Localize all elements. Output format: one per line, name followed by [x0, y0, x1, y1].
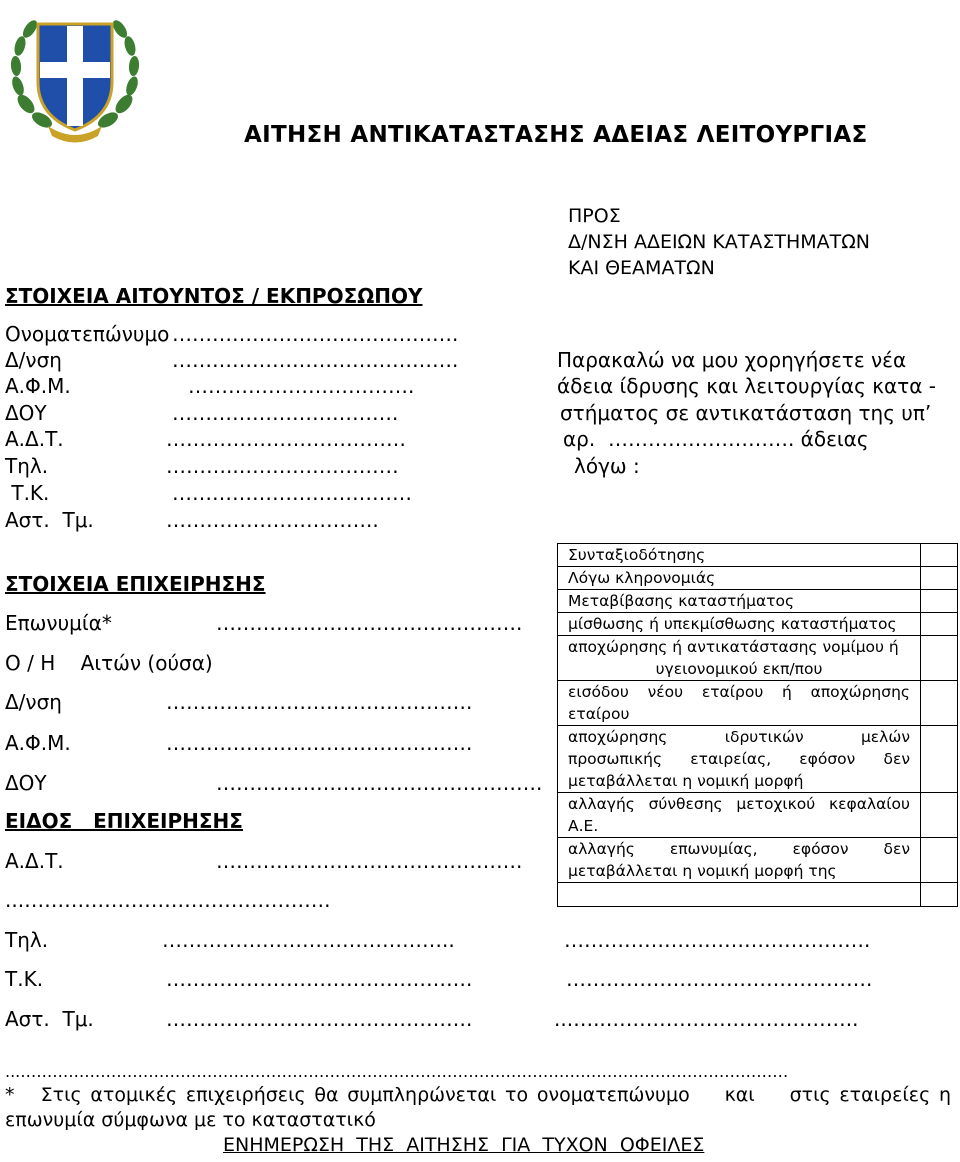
- applicant-adt-field[interactable]: ………………………………: [166, 427, 406, 451]
- business-name-label: Επωνυμία*: [5, 611, 112, 635]
- reason-checkbox[interactable]: [921, 681, 958, 726]
- recipient-line-1: ΠΡΟΣ: [568, 205, 621, 227]
- recipient-line-2: Δ/ΝΣΗ ΑΔΕΙΩΝ ΚΑΤΑΣΤΗΜΑΤΩΝ: [568, 231, 871, 253]
- reason-checkbox[interactable]: [921, 726, 958, 793]
- business-tel-label: Τηλ.: [5, 928, 49, 952]
- reason-checkbox[interactable]: [921, 567, 958, 590]
- reason-label-line: αλλαγής επωνυμίας, εφόσον δεν: [568, 840, 910, 858]
- reason-label: Μεταβίβασης καταστήματος: [558, 590, 921, 613]
- applicant-doy-label: ΔΟΥ: [5, 401, 47, 425]
- business-police-dept-field-2[interactable]: ...…..………………………………..: [554, 1007, 859, 1031]
- reason-row: [558, 883, 958, 907]
- request-line-2: άδεια ίδρυσης και λειτουργίας κατα -: [557, 374, 936, 398]
- applicant-tk-field[interactable]: ………………………………: [172, 481, 412, 505]
- reason-row: [558, 636, 958, 681]
- reason-label: [558, 636, 921, 681]
- applicant-heading: ΣΤΟΙΧΕΙΑ ΑΙΤΟΥΝΤΟΣ / ΕΚΠΡΟΣΩΠΟΥ: [5, 284, 423, 308]
- business-police-dept-field[interactable]: ……………………………………….: [166, 1007, 473, 1031]
- business-tk-field[interactable]: ……………………………………….: [166, 967, 473, 991]
- applicant-afm-label: Α.Φ.Μ.: [5, 374, 71, 398]
- applicant-adt-label: Α.Δ.Τ.: [5, 427, 64, 451]
- reason-label-line: μεταβάλλεται η νομική μορφή: [568, 772, 804, 790]
- applicant-afm-field[interactable]: …………………………….: [188, 374, 415, 398]
- business-type-heading: ΕΙΔΟΣ ΕΠΙΧΕΙΡΗΣΗΣ: [5, 809, 243, 833]
- business-adt-label: Α.Δ.Τ.: [5, 849, 64, 873]
- request-line-3: στήματος σε αντικατάσταση της υπ’: [560, 401, 932, 425]
- replacement-reasons-table: [557, 543, 958, 907]
- reason-row: [558, 793, 958, 838]
- business-tel-field[interactable]: ……………………………………..: [162, 928, 455, 952]
- business-police-dept-label: Αστ. Τμ.: [5, 1007, 94, 1031]
- business-tk-label: Τ.Κ.: [5, 967, 44, 991]
- reason-checkbox[interactable]: [921, 613, 958, 636]
- applicant-address-field[interactable]: …………………………………….: [172, 348, 459, 372]
- reason-label-line: εταίρου: [568, 705, 630, 723]
- business-doy-label: ΔΟΥ: [5, 771, 47, 795]
- reason-label: [558, 681, 921, 726]
- reason-label-line: αλλαγής σύνθεσης μετοχικού κεφαλαίου: [568, 795, 910, 813]
- applicant-address-label: Δ/νση: [5, 348, 62, 372]
- page-title: ΑΙΤΗΣΗ ΑΝΤΙΚΑΤΑΣΤΑΣΗΣ ΑΔΕΙΑΣ ΛΕΙΤΟΥΡΓΙΑΣ: [244, 122, 868, 148]
- footnote: [5, 1083, 951, 1133]
- reason-label: [558, 726, 921, 793]
- reason-label: [558, 838, 921, 883]
- reason-label: Λόγω κληρονομιάς: [558, 567, 921, 590]
- reason-label-line: αποχώρησης ή αντικατάστασης νομίμου ή: [568, 638, 899, 656]
- recipient-line-3: ΚΑΙ ΘΕΑΜΑΤΩΝ: [568, 257, 715, 279]
- applicant-doy-field[interactable]: …………………………….: [172, 401, 399, 425]
- business-adt-field[interactable]: ……………………………………….: [216, 849, 523, 873]
- applicant-name-field[interactable]: …………………………………….: [172, 322, 459, 346]
- reason-label-line: μεταβάλλεται η νομική μορφή της: [568, 862, 837, 880]
- reason-label-line: υγειονομικού εκπ/που: [655, 660, 823, 678]
- footnote-line-2: επωνυμία σύμφωνα με το καταστατικό: [5, 1109, 376, 1131]
- request-line-5: λόγω :: [574, 454, 640, 478]
- reason-label: [558, 883, 921, 907]
- business-doy-field[interactable]: ………………………………………….: [216, 771, 543, 795]
- reason-label-line: αποχώρησης ιδρυτικών μελών: [568, 728, 910, 746]
- reason-row: [558, 590, 958, 613]
- business-afm-label: Α.Φ.Μ.: [5, 731, 71, 755]
- reason-row: [558, 681, 958, 726]
- applicant-name-label: Ονοματεπώνυμο: [5, 322, 170, 346]
- reason-row: [558, 726, 958, 793]
- reason-checkbox[interactable]: [921, 544, 958, 567]
- reason-checkbox[interactable]: [921, 590, 958, 613]
- debt-update-notice: ΕΝΗΜΕΡΩΣΗ ΤΗΣ ΑΙΤΗΣΗΣ ΓΙΑ ΤΥΧΟΝ ΟΦΕΙΛΕΣ: [223, 1134, 705, 1156]
- business-afm-field[interactable]: ……………………………………….: [166, 731, 473, 755]
- reason-checkbox[interactable]: [921, 838, 958, 883]
- request-line-1: Παρακαλώ να μου χορηγήσετε νέα: [557, 348, 907, 372]
- reason-label-line: Α.Ε.: [568, 817, 599, 835]
- applicant-police-dept-field[interactable]: …………………………..: [166, 508, 379, 532]
- reason-row: [558, 613, 958, 636]
- business-tk-field-2[interactable]: ……………………………………….: [566, 967, 873, 991]
- applicant-tk-label: Τ.Κ.: [5, 481, 50, 505]
- business-extra-field[interactable]: ...……………………………………….: [5, 888, 331, 912]
- business-address-field[interactable]: ……………………………………….: [166, 690, 473, 714]
- reason-label-line: προσωπικής εταιρείας, εφόσον δεν: [568, 750, 910, 768]
- reason-label: μίσθωσης ή υπεκμίσθωσης καταστήματος: [558, 613, 921, 636]
- reason-label-line: εισόδου νέου εταίρου ή αποχώρησης: [568, 683, 910, 701]
- separator-dots: ...………………………………………………………………………………………………………………………………: [5, 1062, 789, 1081]
- applicant-tel-label: Τηλ.: [5, 454, 49, 478]
- business-name-field[interactable]: ……………………………………….: [216, 611, 523, 635]
- request-line-4: αρ. ………………………. άδειας: [563, 427, 869, 451]
- reason-row: [558, 838, 958, 883]
- reason-row: [558, 567, 958, 590]
- footnote-line-1: * Στις ατομικές επιχειρήσεις θα συμπληρώνεται το ονοματεπώνυμο και στις εταιρείες η: [5, 1084, 951, 1106]
- applicant-police-dept-label: Αστ. Τμ.: [5, 508, 94, 532]
- business-heading: ΣΤΟΙΧΕΙΑ ΕΠΙΧΕΙΡΗΣΗΣ: [5, 572, 266, 596]
- reason-row: [558, 544, 958, 567]
- applicant-tel-field[interactable]: ………..……………………: [166, 454, 399, 478]
- business-tel-field-2[interactable]: ……………………………………….: [564, 928, 871, 952]
- reason-label: Συνταξιοδότησης: [558, 544, 921, 567]
- reason-checkbox[interactable]: [921, 636, 958, 681]
- reason-label: [558, 793, 921, 838]
- business-owner-label: Ο / Η Αιτών (ούσα): [5, 651, 213, 675]
- business-address-label: Δ/νση: [5, 690, 62, 714]
- greek-coat-of-arms-emblem-icon: [4, 4, 146, 146]
- reason-checkbox[interactable]: [921, 793, 958, 838]
- reason-checkbox[interactable]: [921, 883, 958, 907]
